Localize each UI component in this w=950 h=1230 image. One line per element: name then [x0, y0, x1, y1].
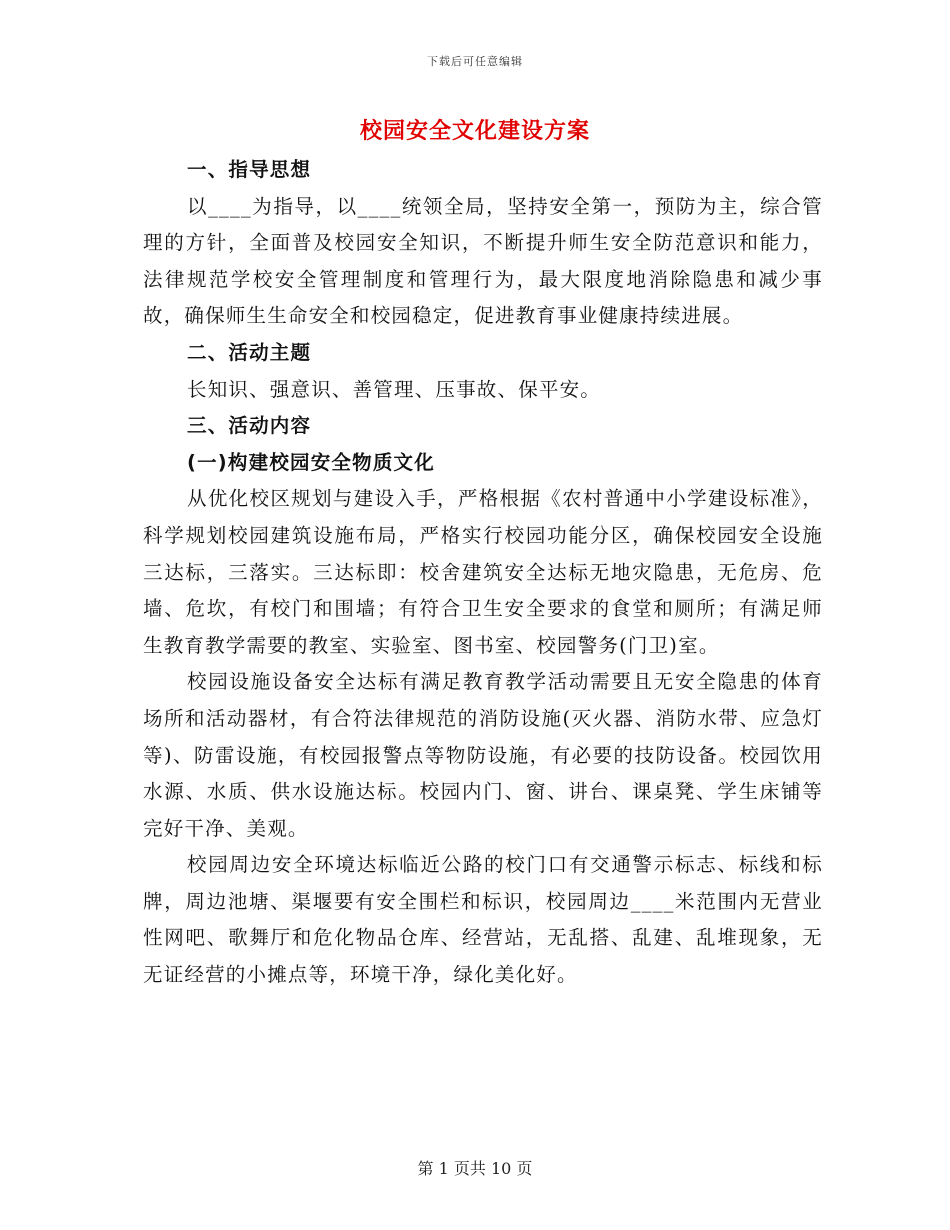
section-3-heading: 三、活动内容 — [187, 414, 312, 438]
section-3-paragraph: 校园设施设备安全达标有满足教育教学活动需要且无安全隐患的体育场所和活动器材，有合符法律规范的消防设施(灭火器、消防水带、应急灯等)、防雷设施，有校园报警点等物防设施，有必要的技防设备。校园饮用水源、水质、供水设施达标。校园内门、窗、讲台、课桌凳、学生床铺等完好干净、美观。 — [143, 670, 823, 840]
document-title: 校园安全文化建设方案 — [359, 118, 590, 144]
section-3-paragraph: 从优化校区规划与建设入手，严格根据《农村普通中小学建设标准》，科学规划校园建筑设施布局，严格实行校园功能分区，确保校园安全设施三达标，三落实。三达标即：校舍建筑安全达标无地灾隐患，无危房、危墙、危坎，有校门和围墙；有符合卫生安全要求的食堂和厕所；有满足师生教育教学需要的教室、实验室、图书室、校园警务(门卫)室。 — [143, 487, 823, 657]
document-body — [143, 152, 823, 994]
section-3-paragraph: 校园周边安全环境达标临近公路的校门口有交通警示标志、标线和标牌，周边池塘、渠堰要有安全围栏和标识，校园周边____米范围内无营业性网吧、歌舞厅和危化物品仓库、经营站，无乱搭、乱建、乱堆现象，无无证经营的小摊点等，环境干净，绿化美化好。 — [143, 853, 823, 987]
section-3-subheading: (一)构建校园安全物质文化 — [187, 450, 435, 474]
section-1-paragraph: 以____为指导，以____统领全局，坚持安全第一，预防为主，综合管理的方针，全面普及校园安全知识，不断提升师生安全防范意识和能力，法律规范学校安全管理制度和管理行为，最大限度地消除隐患和减少事故，确保师生生命安全和校园稳定，促进教育事业健康持续进展。 — [143, 194, 823, 328]
section-1-heading: 一、指导思想 — [187, 158, 312, 181]
header-note: 下载后可任意编辑 — [427, 55, 523, 68]
page-footer: 第 1 页共 10 页 — [417, 1159, 533, 1178]
section-2-text: 长知识、强意识、善管理、压事故、保平安。 — [187, 377, 602, 401]
section-2-heading: 二、活动主题 — [187, 340, 312, 364]
